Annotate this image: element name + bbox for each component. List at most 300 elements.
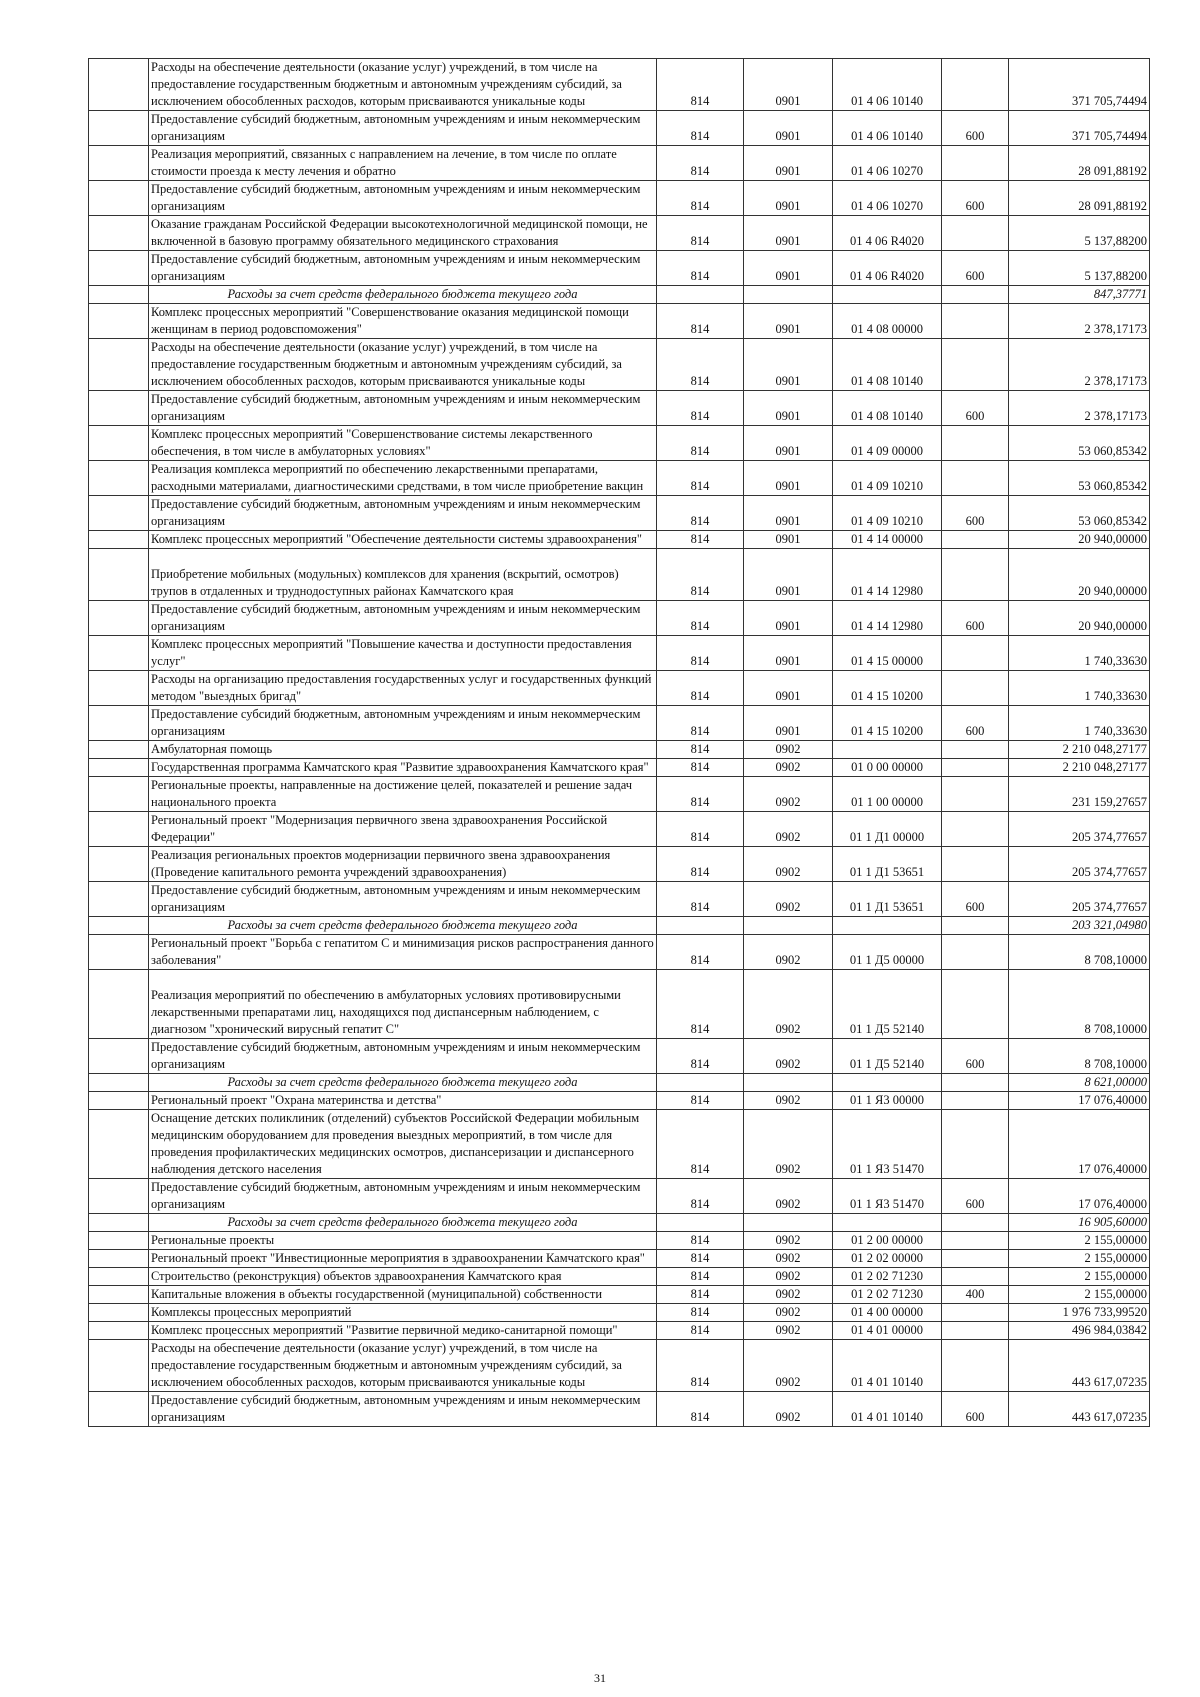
- ministry-code-cell: 814: [657, 935, 744, 970]
- section-code-cell: 0902: [744, 1340, 833, 1392]
- blank-cell: [89, 1039, 149, 1074]
- name-cell: Предоставление субсидий бюджетным, автономным учреждениям и иным некоммерческим организациям: [149, 1392, 657, 1427]
- amount-cell: 2 378,17173: [1009, 304, 1150, 339]
- blank-cell: [89, 251, 149, 286]
- name-cell: Предоставление субсидий бюджетным, автономным учреждениям и иным некоммерческим организациям: [149, 496, 657, 531]
- amount-cell: 17 076,40000: [1009, 1092, 1150, 1110]
- blank-cell: [89, 1340, 149, 1392]
- amount-cell: 371 705,74494: [1009, 111, 1150, 146]
- expense-type-cell: [942, 741, 1009, 759]
- expense-type-cell: 600: [942, 601, 1009, 636]
- table-row: [89, 759, 1150, 777]
- name-cell: Реализация комплекса мероприятий по обеспечению лекарственными препаратами, расходными материалами, диагностическими средствами, в том числе приобретение вакцин: [149, 461, 657, 496]
- name-cell: Расходы за счет средств федерального бюджета текущего года: [149, 917, 657, 935]
- target-code-cell: 01 4 06 10140: [833, 111, 942, 146]
- name-cell: Региональный проект "Охрана материнства и детства": [149, 1092, 657, 1110]
- blank-cell: [89, 812, 149, 847]
- name-cell: Амбулаторная помощь: [149, 741, 657, 759]
- ministry-code-cell: 814: [657, 1232, 744, 1250]
- ministry-code-cell: 814: [657, 970, 744, 1039]
- section-code-cell: 0902: [744, 812, 833, 847]
- expense-type-cell: [942, 531, 1009, 549]
- blank-cell: [89, 461, 149, 496]
- section-code-cell: 0901: [744, 496, 833, 531]
- amount-cell: 53 060,85342: [1009, 496, 1150, 531]
- target-code-cell: [833, 1074, 942, 1092]
- expense-type-cell: [942, 59, 1009, 111]
- expense-type-cell: [942, 304, 1009, 339]
- name-cell: Расходы на организацию предоставления государственных услуг и государственных функций методом "выездных бригад": [149, 671, 657, 706]
- name-cell: Реализация мероприятий, связанных с направлением на лечение, в том числе по оплате стоимости проезда к месту лечения и обратно: [149, 146, 657, 181]
- amount-cell: 8 621,00000: [1009, 1074, 1150, 1092]
- target-code-cell: 01 0 00 00000: [833, 759, 942, 777]
- ministry-code-cell: 814: [657, 601, 744, 636]
- target-code-cell: 01 1 Я3 51470: [833, 1110, 942, 1179]
- expense-type-cell: [942, 759, 1009, 777]
- name-cell: Комплекс процессных мероприятий "Совершенствование системы лекарственного обеспечения, в том числе в амбулаторных условиях": [149, 426, 657, 461]
- blank-cell: [89, 1232, 149, 1250]
- target-code-cell: 01 1 Д5 52140: [833, 1039, 942, 1074]
- blank-cell: [89, 970, 149, 1039]
- amount-cell: 8 708,10000: [1009, 970, 1150, 1039]
- target-code-cell: 01 4 15 10200: [833, 706, 942, 741]
- name-cell: Предоставление субсидий бюджетным, автономным учреждениям и иным некоммерческим организациям: [149, 391, 657, 426]
- blank-cell: [89, 531, 149, 549]
- target-code-cell: 01 4 06 R4020: [833, 216, 942, 251]
- name-cell: Региональный проект "Инвестиционные мероприятия в здравоохранении Камчатского края": [149, 1250, 657, 1268]
- table-row: [89, 935, 1150, 970]
- table-row: [89, 59, 1150, 111]
- blank-cell: [89, 1268, 149, 1286]
- table-row: [89, 1179, 1150, 1214]
- section-code-cell: 0902: [744, 777, 833, 812]
- amount-cell: 20 940,00000: [1009, 549, 1150, 601]
- amount-cell: 16 905,60000: [1009, 1214, 1150, 1232]
- table-row: [89, 181, 1150, 216]
- expense-type-cell: [942, 339, 1009, 391]
- blank-cell: [89, 111, 149, 146]
- ministry-code-cell: 814: [657, 1286, 744, 1304]
- ministry-code-cell: [657, 917, 744, 935]
- amount-cell: 1 740,33630: [1009, 671, 1150, 706]
- target-code-cell: 01 4 01 10140: [833, 1340, 942, 1392]
- name-cell: Комплекс процессных мероприятий "Повышение качества и доступности предоставления услуг": [149, 636, 657, 671]
- ministry-code-cell: 814: [657, 741, 744, 759]
- expense-type-cell: [942, 777, 1009, 812]
- section-code-cell: 0901: [744, 426, 833, 461]
- section-code-cell: 0901: [744, 671, 833, 706]
- amount-cell: 53 060,85342: [1009, 426, 1150, 461]
- expense-type-cell: 600: [942, 882, 1009, 917]
- target-code-cell: [833, 286, 942, 304]
- section-code-cell: 0901: [744, 706, 833, 741]
- name-cell: Расходы на обеспечение деятельности (оказание услуг) учреждений, в том числе на предоставление государственным бюджетным и автономным учреждениям субсидий, за исключением обособленных расходов, которым присваиваются уникальные коды: [149, 339, 657, 391]
- expense-type-cell: [942, 1214, 1009, 1232]
- federal-budget-row: [89, 1074, 1150, 1092]
- name-cell: Предоставление субсидий бюджетным, автономным учреждениям и иным некоммерческим организациям: [149, 251, 657, 286]
- target-code-cell: 01 4 09 10210: [833, 461, 942, 496]
- expense-type-cell: [942, 1110, 1009, 1179]
- name-cell: Комплекс процессных мероприятий "Развитие первичной медико-санитарной помощи": [149, 1322, 657, 1340]
- section-code-cell: [744, 286, 833, 304]
- section-code-cell: 0902: [744, 1322, 833, 1340]
- table-row: [89, 777, 1150, 812]
- ministry-code-cell: 814: [657, 812, 744, 847]
- amount-cell: 28 091,88192: [1009, 181, 1150, 216]
- blank-cell: [89, 59, 149, 111]
- expense-type-cell: 600: [942, 1392, 1009, 1427]
- section-code-cell: 0902: [744, 1392, 833, 1427]
- target-code-cell: 01 4 14 12980: [833, 601, 942, 636]
- expense-type-cell: 600: [942, 391, 1009, 426]
- target-code-cell: 01 1 Д1 00000: [833, 812, 942, 847]
- name-cell: Предоставление субсидий бюджетным, автономным учреждениям и иным некоммерческим организациям: [149, 111, 657, 146]
- target-code-cell: [833, 1214, 942, 1232]
- section-code-cell: 0901: [744, 304, 833, 339]
- budget-table: [88, 58, 1150, 1427]
- ministry-code-cell: 814: [657, 882, 744, 917]
- target-code-cell: 01 4 15 10200: [833, 671, 942, 706]
- target-code-cell: 01 1 Д5 00000: [833, 935, 942, 970]
- amount-cell: 2 155,00000: [1009, 1232, 1150, 1250]
- section-code-cell: 0901: [744, 111, 833, 146]
- ministry-code-cell: 814: [657, 1268, 744, 1286]
- blank-cell: [89, 1304, 149, 1322]
- table-row: [89, 1039, 1150, 1074]
- ministry-code-cell: 814: [657, 1304, 744, 1322]
- amount-cell: 1 976 733,99520: [1009, 1304, 1150, 1322]
- amount-cell: 1 740,33630: [1009, 636, 1150, 671]
- ministry-code-cell: 814: [657, 531, 744, 549]
- table-row: [89, 146, 1150, 181]
- section-code-cell: [744, 917, 833, 935]
- expense-type-cell: [942, 1074, 1009, 1092]
- table-row: [89, 812, 1150, 847]
- expense-type-cell: [942, 1322, 1009, 1340]
- section-code-cell: 0901: [744, 59, 833, 111]
- blank-cell: [89, 286, 149, 304]
- ministry-code-cell: 814: [657, 146, 744, 181]
- table-row: [89, 1322, 1150, 1340]
- name-cell: Региональный проект "Модернизация первичного звена здравоохранения Российской Федерации": [149, 812, 657, 847]
- target-code-cell: 01 4 06 10270: [833, 146, 942, 181]
- section-code-cell: 0902: [744, 847, 833, 882]
- amount-cell: 2 155,00000: [1009, 1250, 1150, 1268]
- table-row: [89, 1304, 1150, 1322]
- target-code-cell: 01 4 09 00000: [833, 426, 942, 461]
- amount-cell: 371 705,74494: [1009, 59, 1150, 111]
- ministry-code-cell: 814: [657, 1322, 744, 1340]
- expense-type-cell: [942, 1232, 1009, 1250]
- target-code-cell: 01 2 02 71230: [833, 1286, 942, 1304]
- blank-cell: [89, 1110, 149, 1179]
- blank-cell: [89, 1092, 149, 1110]
- ministry-code-cell: 814: [657, 1110, 744, 1179]
- table-row: [89, 970, 1150, 1039]
- ministry-code-cell: [657, 1214, 744, 1232]
- table-row: [89, 461, 1150, 496]
- federal-budget-row: [89, 286, 1150, 304]
- blank-cell: [89, 777, 149, 812]
- table-row: [89, 426, 1150, 461]
- target-code-cell: 01 1 Д1 53651: [833, 882, 942, 917]
- amount-cell: 205 374,77657: [1009, 882, 1150, 917]
- amount-cell: 2 378,17173: [1009, 339, 1150, 391]
- blank-cell: [89, 1179, 149, 1214]
- name-cell: Капитальные вложения в объекты государственной (муниципальной) собственности: [149, 1286, 657, 1304]
- amount-cell: 443 617,07235: [1009, 1340, 1150, 1392]
- amount-cell: 847,37771: [1009, 286, 1150, 304]
- ministry-code-cell: 814: [657, 496, 744, 531]
- expense-type-cell: [942, 1304, 1009, 1322]
- table-row: [89, 531, 1150, 549]
- target-code-cell: 01 1 00 00000: [833, 777, 942, 812]
- blank-cell: [89, 181, 149, 216]
- section-code-cell: 0901: [744, 339, 833, 391]
- section-code-cell: 0902: [744, 1232, 833, 1250]
- amount-cell: 5 137,88200: [1009, 251, 1150, 286]
- table-row: [89, 1392, 1150, 1427]
- expense-type-cell: [942, 671, 1009, 706]
- expense-type-cell: 600: [942, 251, 1009, 286]
- expense-type-cell: [942, 549, 1009, 601]
- table-row: [89, 216, 1150, 251]
- section-code-cell: 0902: [744, 759, 833, 777]
- target-code-cell: [833, 741, 942, 759]
- blank-cell: [89, 304, 149, 339]
- section-code-cell: [744, 1074, 833, 1092]
- name-cell: Предоставление субсидий бюджетным, автономным учреждениям и иным некоммерческим организациям: [149, 706, 657, 741]
- ministry-code-cell: 814: [657, 1392, 744, 1427]
- ministry-code-cell: 814: [657, 1039, 744, 1074]
- ministry-code-cell: 814: [657, 636, 744, 671]
- expense-type-cell: 600: [942, 1179, 1009, 1214]
- section-code-cell: [744, 1214, 833, 1232]
- name-cell: Расходы за счет средств федерального бюджета текущего года: [149, 286, 657, 304]
- name-cell: Расходы за счет средств федерального бюджета текущего года: [149, 1214, 657, 1232]
- target-code-cell: 01 4 14 00000: [833, 531, 942, 549]
- name-cell: Предоставление субсидий бюджетным, автономным учреждениям и иным некоммерческим организациям: [149, 1039, 657, 1074]
- expense-type-cell: 600: [942, 496, 1009, 531]
- blank-cell: [89, 549, 149, 601]
- amount-cell: 443 617,07235: [1009, 1392, 1150, 1427]
- table-row: [89, 1092, 1150, 1110]
- ministry-code-cell: 814: [657, 426, 744, 461]
- amount-cell: 205 374,77657: [1009, 812, 1150, 847]
- ministry-code-cell: 814: [657, 759, 744, 777]
- section-code-cell: 0901: [744, 181, 833, 216]
- amount-cell: 5 137,88200: [1009, 216, 1150, 251]
- target-code-cell: 01 4 06 10140: [833, 59, 942, 111]
- expense-type-cell: [942, 461, 1009, 496]
- expense-type-cell: [942, 812, 1009, 847]
- ministry-code-cell: 814: [657, 304, 744, 339]
- section-code-cell: 0902: [744, 1286, 833, 1304]
- ministry-code-cell: 814: [657, 251, 744, 286]
- table-row: [89, 1250, 1150, 1268]
- ministry-code-cell: 814: [657, 1340, 744, 1392]
- target-code-cell: 01 4 08 10140: [833, 339, 942, 391]
- table-row: [89, 1268, 1150, 1286]
- blank-cell: [89, 426, 149, 461]
- amount-cell: 20 940,00000: [1009, 531, 1150, 549]
- target-code-cell: 01 4 00 00000: [833, 1304, 942, 1322]
- amount-cell: 8 708,10000: [1009, 935, 1150, 970]
- section-code-cell: 0902: [744, 1268, 833, 1286]
- target-code-cell: 01 1 Я3 51470: [833, 1179, 942, 1214]
- blank-cell: [89, 1392, 149, 1427]
- blank-cell: [89, 917, 149, 935]
- expense-type-cell: [942, 917, 1009, 935]
- name-cell: Реализация региональных проектов модернизации первичного звена здравоохранения (Проведение капитального ремонта учреждений здравоохранения): [149, 847, 657, 882]
- target-code-cell: 01 2 02 00000: [833, 1250, 942, 1268]
- federal-budget-row: [89, 1214, 1150, 1232]
- table-row: [89, 671, 1150, 706]
- name-cell: Строительство (реконструкция) объектов здравоохранения Камчатского края: [149, 1268, 657, 1286]
- table-row: [89, 549, 1150, 601]
- name-cell: Предоставление субсидий бюджетным, автономным учреждениям и иным некоммерческим организациям: [149, 601, 657, 636]
- blank-cell: [89, 671, 149, 706]
- section-code-cell: 0902: [744, 1110, 833, 1179]
- name-cell: Региональные проекты: [149, 1232, 657, 1250]
- target-code-cell: 01 4 01 10140: [833, 1392, 942, 1427]
- name-cell: Расходы за счет средств федерального бюджета текущего года: [149, 1074, 657, 1092]
- ministry-code-cell: 814: [657, 1179, 744, 1214]
- name-cell: Оказание гражданам Российской Федерации высокотехнологичной медицинской помощи, не включенной в базовую программу обязательного медицинского страхования: [149, 216, 657, 251]
- blank-cell: [89, 1074, 149, 1092]
- name-cell: Комплекс процессных мероприятий "Совершенствование оказания медицинской помощи женщинам в период родовспоможения": [149, 304, 657, 339]
- target-code-cell: 01 1 Я3 00000: [833, 1092, 942, 1110]
- table-row: [89, 1340, 1150, 1392]
- name-cell: Региональные проекты, направленные на достижение целей, показателей и решение задач национального проекта: [149, 777, 657, 812]
- ministry-code-cell: 814: [657, 1092, 744, 1110]
- name-cell: Приобретение мобильных (модульных) комплексов для хранения (вскрытий, осмотров) трупов в отдаленных и труднодоступных районах Камчатского края: [149, 549, 657, 601]
- blank-cell: [89, 601, 149, 636]
- section-code-cell: 0902: [744, 741, 833, 759]
- target-code-cell: 01 1 Д1 53651: [833, 847, 942, 882]
- section-code-cell: 0901: [744, 216, 833, 251]
- expense-type-cell: [942, 146, 1009, 181]
- table-row: [89, 1232, 1150, 1250]
- target-code-cell: 01 4 08 10140: [833, 391, 942, 426]
- target-code-cell: 01 4 06 R4020: [833, 251, 942, 286]
- table-row: [89, 601, 1150, 636]
- amount-cell: 231 159,27657: [1009, 777, 1150, 812]
- ministry-code-cell: 814: [657, 111, 744, 146]
- amount-cell: 2 210 048,27177: [1009, 741, 1150, 759]
- expense-type-cell: [942, 216, 1009, 251]
- blank-cell: [89, 216, 149, 251]
- section-code-cell: 0901: [744, 636, 833, 671]
- section-code-cell: 0902: [744, 970, 833, 1039]
- expense-type-cell: 600: [942, 181, 1009, 216]
- blank-cell: [89, 1214, 149, 1232]
- name-cell: Предоставление субсидий бюджетным, автономным учреждениям и иным некоммерческим организациям: [149, 1179, 657, 1214]
- ministry-code-cell: 814: [657, 549, 744, 601]
- expense-type-cell: 600: [942, 706, 1009, 741]
- ministry-code-cell: 814: [657, 181, 744, 216]
- amount-cell: 203 321,04980: [1009, 917, 1150, 935]
- blank-cell: [89, 339, 149, 391]
- table-row: [89, 339, 1150, 391]
- section-code-cell: 0901: [744, 146, 833, 181]
- target-code-cell: [833, 917, 942, 935]
- ministry-code-cell: [657, 1074, 744, 1092]
- amount-cell: 17 076,40000: [1009, 1110, 1150, 1179]
- amount-cell: 53 060,85342: [1009, 461, 1150, 496]
- name-cell: Расходы на обеспечение деятельности (оказание услуг) учреждений, в том числе на предоставление государственным бюджетным и автономным учреждениям субсидий, за исключением обособленных расходов, которым присваиваются уникальные коды: [149, 59, 657, 111]
- target-code-cell: 01 4 09 10210: [833, 496, 942, 531]
- blank-cell: [89, 1286, 149, 1304]
- amount-cell: 20 940,00000: [1009, 601, 1150, 636]
- target-code-cell: 01 4 08 00000: [833, 304, 942, 339]
- table-row: [89, 882, 1150, 917]
- table-row: [89, 111, 1150, 146]
- blank-cell: [89, 847, 149, 882]
- amount-cell: 1 740,33630: [1009, 706, 1150, 741]
- section-code-cell: 0902: [744, 935, 833, 970]
- expense-type-cell: [942, 1250, 1009, 1268]
- name-cell: Комплекс процессных мероприятий "Обеспечение деятельности системы здравоохранения": [149, 531, 657, 549]
- target-code-cell: 01 4 15 00000: [833, 636, 942, 671]
- expense-type-cell: 600: [942, 1039, 1009, 1074]
- section-code-cell: 0901: [744, 461, 833, 496]
- ministry-code-cell: [657, 286, 744, 304]
- amount-cell: 496 984,03842: [1009, 1322, 1150, 1340]
- section-code-cell: 0902: [744, 1039, 833, 1074]
- ministry-code-cell: 814: [657, 706, 744, 741]
- amount-cell: 28 091,88192: [1009, 146, 1150, 181]
- name-cell: Государственная программа Камчатского края "Развитие здравоохранения Камчатского края": [149, 759, 657, 777]
- table-row: [89, 1110, 1150, 1179]
- blank-cell: [89, 1322, 149, 1340]
- name-cell: Предоставление субсидий бюджетным, автономным учреждениям и иным некоммерческим организациям: [149, 882, 657, 917]
- expense-type-cell: [942, 426, 1009, 461]
- table-row: [89, 304, 1150, 339]
- name-cell: Расходы на обеспечение деятельности (оказание услуг) учреждений, в том числе на предоставление государственным бюджетным и автономным учреждениям субсидий, за исключением обособленных расходов, которым присваиваются уникальные коды: [149, 1340, 657, 1392]
- table-row: [89, 496, 1150, 531]
- table-row: [89, 391, 1150, 426]
- expense-type-cell: [942, 935, 1009, 970]
- section-code-cell: 0901: [744, 549, 833, 601]
- budget-table-body: [89, 59, 1150, 1427]
- blank-cell: [89, 1250, 149, 1268]
- blank-cell: [89, 935, 149, 970]
- ministry-code-cell: 814: [657, 1250, 744, 1268]
- ministry-code-cell: 814: [657, 847, 744, 882]
- expense-type-cell: [942, 1092, 1009, 1110]
- target-code-cell: 01 2 00 00000: [833, 1232, 942, 1250]
- expense-type-cell: [942, 286, 1009, 304]
- amount-cell: 2 378,17173: [1009, 391, 1150, 426]
- table-row: [89, 847, 1150, 882]
- section-code-cell: 0901: [744, 251, 833, 286]
- target-code-cell: 01 4 06 10270: [833, 181, 942, 216]
- target-code-cell: 01 1 Д5 52140: [833, 970, 942, 1039]
- section-code-cell: 0902: [744, 1250, 833, 1268]
- table-row: [89, 251, 1150, 286]
- section-code-cell: 0902: [744, 1092, 833, 1110]
- amount-cell: 2 155,00000: [1009, 1286, 1150, 1304]
- expense-type-cell: 600: [942, 111, 1009, 146]
- section-code-cell: 0901: [744, 601, 833, 636]
- blank-cell: [89, 882, 149, 917]
- amount-cell: 2 210 048,27177: [1009, 759, 1150, 777]
- name-cell: Реализация мероприятий по обеспечению в амбулаторных условиях противовирусными лекарственными препаратами лиц, находящихся под диспансерным наблюдением, с диагнозом "хронический вирусный гепатит С": [149, 970, 657, 1039]
- target-code-cell: 01 4 14 12980: [833, 549, 942, 601]
- blank-cell: [89, 706, 149, 741]
- expense-type-cell: 400: [942, 1286, 1009, 1304]
